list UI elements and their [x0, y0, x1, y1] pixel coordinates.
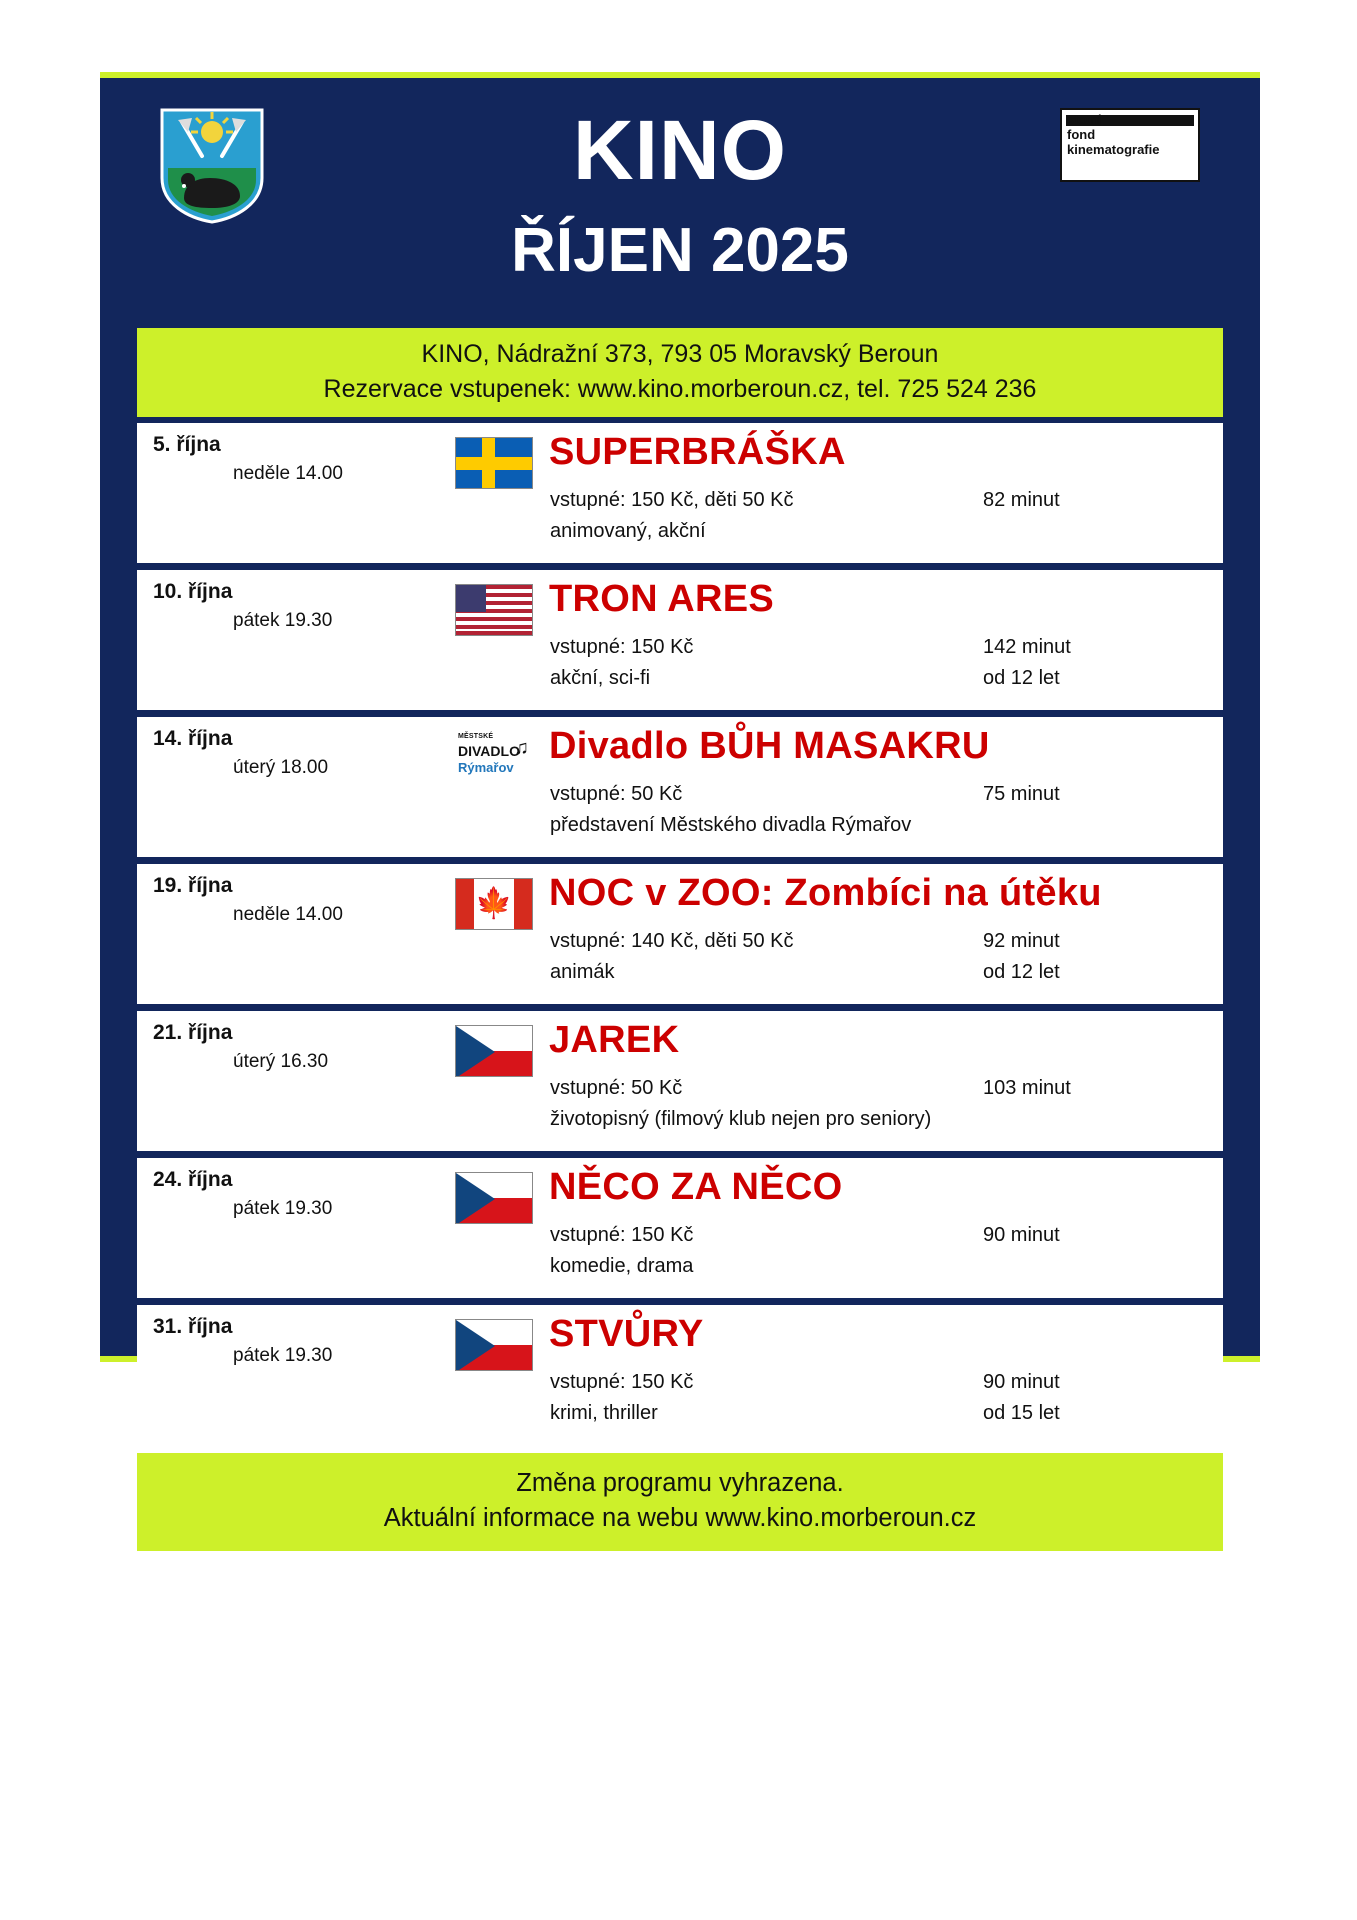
- list-item: [137, 570, 1223, 710]
- flag-usa-icon: [455, 584, 533, 636]
- film-length: 103 minut: [983, 1077, 1071, 1099]
- film-length: 92 minut: [983, 930, 1060, 952]
- film-genre: krimi, thriller: [550, 1402, 658, 1424]
- film-title: STVŮRY: [549, 1313, 704, 1355]
- list-item: [137, 1305, 1223, 1445]
- fund-logo-line1: statni: [1067, 112, 1102, 127]
- footer-web: Aktuální informace na webu www.kino.morberoun.cz: [383, 1504, 977, 1533]
- ticket-price: vstupné: 150 Kč: [550, 1371, 694, 1393]
- screening-date: 24. října: [153, 1168, 233, 1191]
- flag-czechia-icon: [455, 1025, 533, 1077]
- list-item: [137, 423, 1223, 563]
- screening-date: 14. října: [153, 727, 233, 750]
- ticket-price: vstupné: 50 Kč: [550, 783, 683, 805]
- screening-time: neděle 14.00: [233, 463, 343, 484]
- cinema-program-poster: [100, 72, 1260, 1533]
- screenings-list: [137, 423, 1223, 1445]
- ticket-price: vstupné: 150 Kč: [550, 1224, 694, 1246]
- film-title: Divadlo BŮH MASAKRU: [549, 725, 990, 767]
- ticket-price: vstupné: 150 Kč, děti 50 Kč: [550, 489, 794, 511]
- film-genre: představení Městského divadla Rýmařov: [550, 814, 912, 836]
- list-item: [137, 1158, 1223, 1298]
- screening-time: neděle 14.00: [233, 904, 343, 925]
- film-length: 90 minut: [983, 1224, 1060, 1246]
- film-title: TRON ARES: [549, 578, 775, 620]
- film-length: 142 minut: [983, 636, 1071, 658]
- film-genre: akční, sci-fi: [550, 667, 651, 689]
- film-length: 75 minut: [983, 783, 1060, 805]
- page-title: KINO: [573, 103, 787, 197]
- film-length: 90 minut: [983, 1371, 1060, 1393]
- film-genre: komedie, drama: [550, 1255, 694, 1277]
- film-genre: animák: [550, 961, 615, 983]
- footer-note: Změna programu vyhrazena.: [516, 1469, 844, 1497]
- ticket-price: vstupné: 50 Kč: [550, 1077, 683, 1099]
- theatre-logo-icon: [455, 731, 533, 783]
- list-item: [137, 717, 1223, 857]
- contact-reservation: Rezervace vstupenek: www.kino.morberoun.cz, tel. 725 524 236: [323, 374, 1037, 403]
- screening-time: úterý 16.30: [233, 1051, 329, 1072]
- film-title: NĚCO ZA NĚCO: [549, 1166, 843, 1208]
- footer-band: [137, 1453, 1223, 1551]
- flag-canada-icon: 🍁: [455, 878, 533, 930]
- film-title: NOC v ZOO: Zombíci na útěku: [549, 872, 1102, 914]
- flag-sweden-icon: [455, 437, 533, 489]
- film-genre: animovaný, akční: [550, 520, 706, 542]
- screening-time: pátek 19.30: [233, 1198, 333, 1219]
- film-title: JAREK: [549, 1019, 680, 1061]
- contact-address: KINO, Nádražní 373, 793 05 Moravský Beroun: [421, 340, 939, 368]
- age-rating: od 12 let: [983, 961, 1060, 983]
- fund-logo-line2: fond: [1067, 126, 1096, 142]
- list-item: [137, 864, 1223, 1004]
- screening-date: 21. října: [153, 1021, 233, 1044]
- ticket-price: vstupné: 140 Kč, děti 50 Kč: [550, 930, 794, 952]
- ticket-price: vstupné: 150 Kč: [550, 636, 694, 658]
- screening-time: pátek 19.30: [233, 1345, 333, 1366]
- film-genre: životopisný (filmový klub nejen pro seniory): [550, 1108, 932, 1130]
- theatre-logo-line3: Rýmařov: [458, 760, 514, 775]
- screening-date: 19. října: [153, 874, 233, 897]
- screening-time: pátek 19.30: [233, 610, 333, 631]
- theatre-logo-line1: MĚSTSKÉ: [458, 733, 494, 740]
- screening-date: 31. října: [153, 1315, 233, 1338]
- flag-czechia-icon: [455, 1172, 533, 1224]
- film-length: 82 minut: [983, 489, 1060, 511]
- age-rating: od 12 let: [983, 667, 1060, 689]
- list-item: [137, 1011, 1223, 1151]
- theatre-logo-line2: DIVADLO: [458, 743, 520, 759]
- screening-date: 10. října: [153, 580, 233, 603]
- screening-date: 5. října: [153, 433, 221, 456]
- fund-logo-line3: kinematografie: [1067, 141, 1160, 157]
- flag-czechia-icon: [455, 1319, 533, 1371]
- month-title: ŘÍJEN 2025: [511, 216, 849, 285]
- film-title: SUPERBRÁŠKA: [549, 431, 846, 473]
- contact-band: [137, 328, 1223, 417]
- poster-header: [100, 78, 1260, 328]
- music-note-icon: ♫: [514, 737, 529, 759]
- age-rating: od 15 let: [983, 1402, 1060, 1424]
- screening-time: úterý 18.00: [233, 757, 329, 778]
